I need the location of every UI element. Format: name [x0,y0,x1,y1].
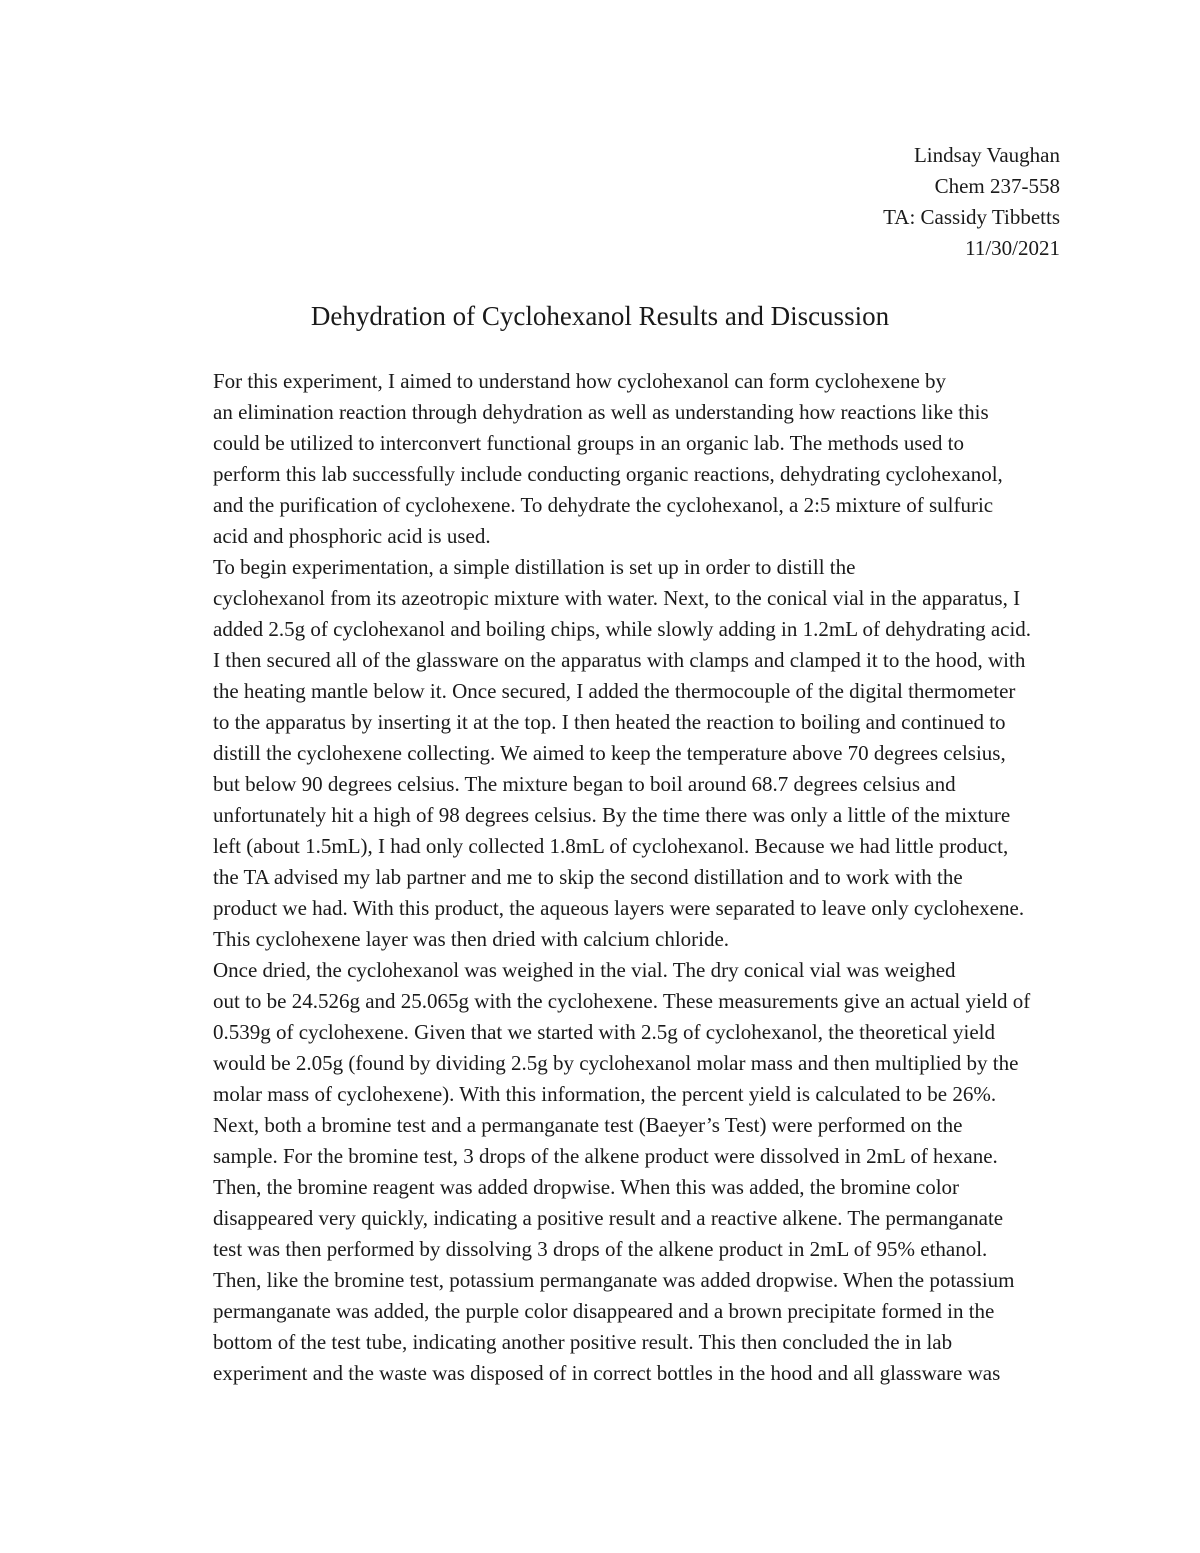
paragraph [143,366,1061,552]
text-line: and the purification of cyclohexene. To dehydrate the cyclohexanol, a 2:5 mixture of sulfuric [213,493,994,517]
text-line: out to be 24.526g and 25.065g with the cyclohexene. These measurements give an actual yield of [213,989,1031,1013]
text-line: I then secured all of the glassware on the apparatus with clamps and clamped it to the hood, with [213,648,1026,672]
paragraph [143,552,1061,955]
text-line: could be utilized to interconvert functional groups in an organic lab. The methods used to [213,431,964,455]
text-line: sample. For the bromine test, 3 drops of the alkene product were dissolved in 2mL of hexane. [213,1144,998,1168]
text-line: test was then performed by dissolving 3 drops of the alkene product in 2mL of 95% ethanol. [213,1237,988,1261]
text-line: disappeared very quickly, indicating a positive result and a reactive alkene. The permanganate [213,1206,1004,1230]
text-line: the heating mantle below it. Once secured, I added the thermocouple of the digital thermometer [213,679,1016,703]
text-line: Once dried, the cyclohexanol was weighed in the vial. The dry conical vial was weighed [213,958,956,982]
text-line: but below 90 degrees celsius. The mixture began to boil around 68.7 degrees celsius and [213,772,956,796]
text-line: acid and phosphoric acid is used. [213,524,491,548]
text-line: the TA advised my lab partner and me to skip the second distillation and to work with the [213,865,963,889]
text-line: bottom of the test tube, indicating another positive result. This then concluded the in lab [213,1330,953,1354]
text-line: permanganate was added, the purple color disappeared and a brown precipitate formed in the [213,1299,995,1323]
document-title: Dehydration of Cyclohexanol Results and Discussion [310,301,890,331]
text-line: 0.539g of cyclohexene. Given that we started with 2.5g of cyclohexanol, the theoretical yield [213,1020,995,1044]
text-line: would be 2.05g (found by dividing 2.5g by cyclohexanol molar mass and then multiplied by the [213,1051,1019,1075]
text-line: To begin experimentation, a simple distillation is set up in order to distill the [213,555,856,579]
text-line: perform this lab successfully include conducting organic reactions, dehydrating cyclohexanol, [213,462,1003,486]
text-line: distill the cyclohexene collecting. We aimed to keep the temperature above 70 degrees celsius, [213,741,1006,765]
text-line: left (about 1.5mL), I had only collected 1.8mL of cyclohexanol. Because we had little product, [213,834,1009,858]
text-line: cyclohexanol from its azeotropic mixture with water. Next, to the conical vial in the apparatus, I [213,586,1021,610]
text-line: Next, both a bromine test and a permanganate test (Baeyer’s Test) were performed on the [213,1113,963,1137]
author-name: Lindsay Vaughan [913,143,1060,167]
text-line: This cyclohexene layer was then dried with calcium chloride. [213,927,730,951]
text-line: Then, the bromine reagent was added dropwise. When this was added, the bromine color [213,1175,960,1199]
text-line: to the apparatus by inserting it at the top. I then heated the reaction to boiling and continued to [213,710,1006,734]
text-line: unfortunately hit a high of 98 degrees celsius. By the time there was only a little of the mixture [213,803,1011,827]
text-line: molar mass of cyclohexene). With this information, the percent yield is calculated to be 26%. [213,1082,997,1106]
document-body [143,366,1061,1389]
text-line: experiment and the waste was disposed of in correct bottles in the hood and all glassware was [213,1361,1001,1385]
text-line: Then, like the bromine test, potassium permanganate was added dropwise. When the potassium [213,1268,1015,1292]
text-line: added 2.5g of cyclohexanol and boiling chips, while slowly adding in 1.2mL of dehydrating acid. [213,617,1032,641]
text-line: an elimination reaction through dehydration as well as understanding how reactions like this [213,400,989,424]
text-line: product we had. With this product, the aqueous layers were separated to leave only cyclohexene. [213,896,1025,920]
author-header [883,140,1060,264]
course-code: Chem 237-558 [934,174,1060,198]
paragraph [143,955,1061,1389]
date: 11/30/2021 [965,236,1060,260]
text-line: For this experiment, I aimed to understand how cyclohexanol can form cyclohexene by [213,369,947,393]
ta-name: TA: Cassidy Tibbetts [883,205,1060,229]
